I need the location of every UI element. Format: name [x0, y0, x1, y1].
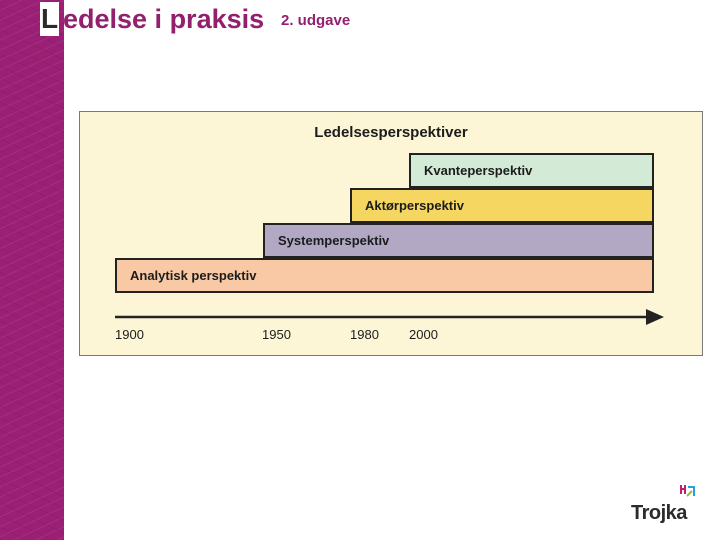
perspectives-diagram [79, 111, 703, 356]
year-label-1980: 1980 [350, 327, 379, 342]
logo-text: Trojka [631, 502, 687, 524]
timeline-arrowhead [646, 309, 664, 325]
decorative-side-band [0, 0, 64, 540]
year-label-2000: 2000 [409, 327, 438, 342]
bar-label: Aktørperspektiv [365, 198, 464, 213]
bar-label: Analytisk perspektiv [130, 268, 257, 283]
diagram-title: Ledelsesperspektiver [314, 124, 468, 141]
trojka-mark-icon [678, 482, 700, 502]
page-title: edelse i praksis [63, 4, 265, 34]
bar-label: Systemperspektiv [278, 233, 390, 248]
bar-label: Kvanteperspektiv [424, 163, 533, 178]
edition-label: 2. udgave [281, 12, 351, 29]
timeline-arrow [80, 112, 702, 355]
year-label-1950: 1950 [262, 327, 291, 342]
year-label-1900: 1900 [115, 327, 144, 342]
trojka-logo [631, 482, 705, 530]
header-initial: L [41, 3, 59, 34]
